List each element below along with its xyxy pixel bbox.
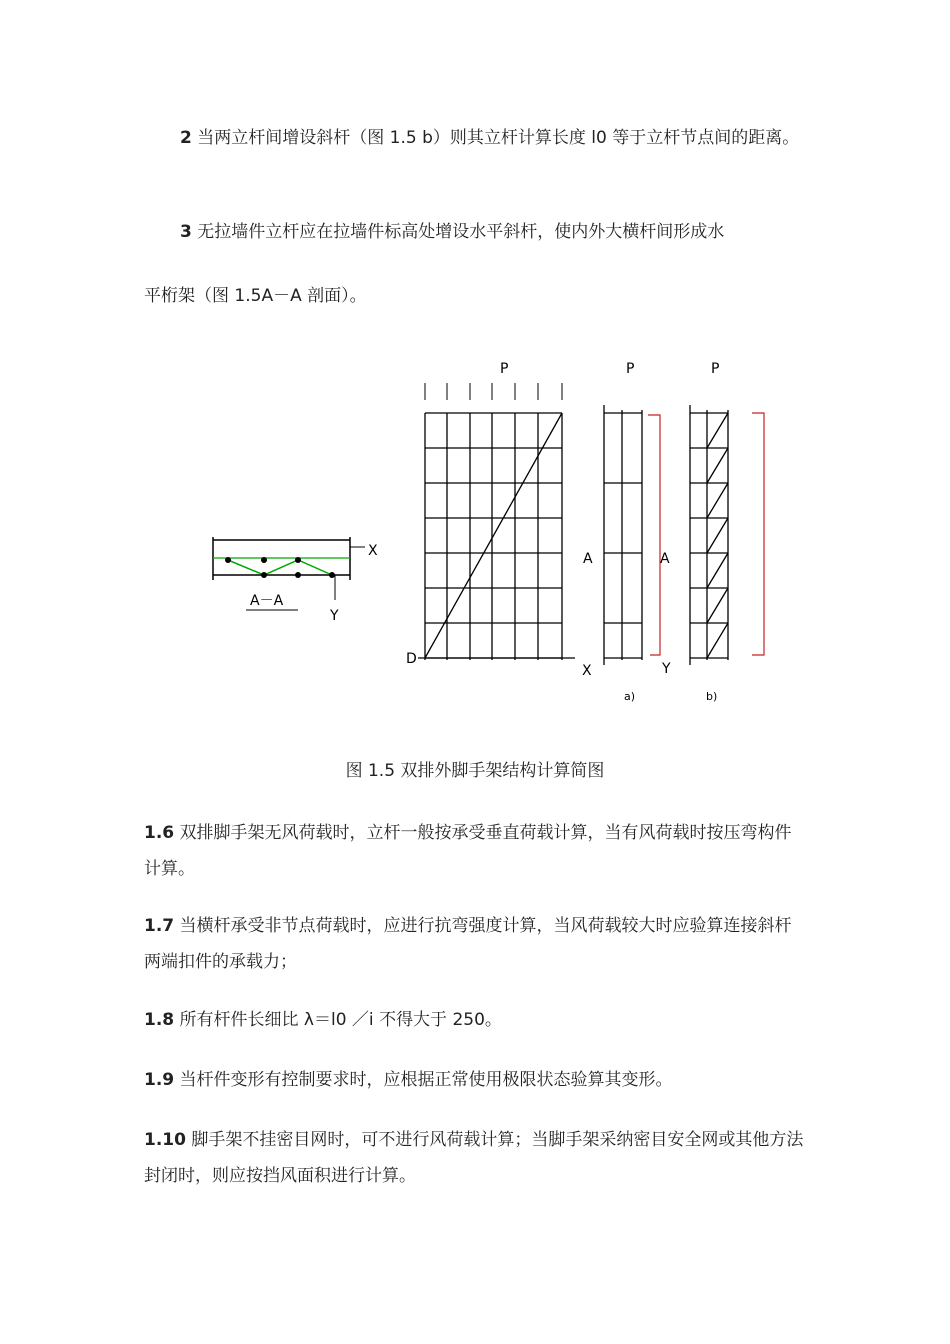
paragraph-number: 1.9 [144, 1070, 175, 1090]
section-title: A－A [250, 593, 284, 609]
x-axis-label: X [368, 543, 378, 559]
paragraph-text: 无拉墙件立杆应在拉墙件标高处增设水平斜杆，使内外大横杆间形成水 [191, 222, 725, 242]
paragraph-text: 双排脚手架无风荷载时，立杆一般按承受垂直荷载计算，当有风荷载时按压弯构件计算。 [144, 823, 792, 879]
paragraph-number: 1.6 [144, 823, 175, 843]
paragraph-number: 1.10 [144, 1130, 186, 1150]
support-label-d: D [406, 651, 417, 667]
paragraph-1-10 [144, 1122, 808, 1194]
paragraph-text: 脚手架不挂密目网时，可不进行风荷载计算；当脚手架采纳密目安全网或其他方法封闭时，则应按挡风面积进行计算。 [144, 1130, 804, 1186]
subfigure-b-label: b) [706, 690, 718, 703]
paragraph-number: 1.8 [144, 1010, 175, 1030]
section-mark-a: A [660, 551, 670, 567]
frame-a-diagram [604, 405, 642, 665]
scaffold-structure-figure [0, 355, 950, 715]
paragraph-3-continued [144, 278, 808, 314]
subfigure-a-label: a) [624, 690, 636, 703]
y-axis-label: Y [330, 608, 339, 624]
frame-b-diagram [690, 405, 728, 665]
load-label-p: P [626, 361, 635, 377]
section-a-a-diagram [213, 537, 378, 624]
paragraph-1-6 [144, 815, 808, 887]
load-label-p: P [711, 361, 720, 377]
paragraph-text: 当两立杆间增设斜杆（图 1.5 b）则其立杆计算长度 l0 等于立杆节点间的距离。 [191, 128, 800, 148]
y-axis-label: Y [662, 661, 671, 677]
section-mark-a: A [583, 551, 593, 567]
x-axis-label: X [582, 663, 592, 679]
paragraph-number: 2 [180, 128, 192, 148]
paragraph-1-7 [144, 908, 808, 980]
frame-b-deformation [752, 413, 764, 655]
paragraph-2 [144, 120, 808, 156]
paragraph-1-9 [144, 1062, 808, 1098]
paragraph-number: 3 [180, 222, 192, 242]
figure-caption: 图 1.5 双排外脚手架结构计算简图 [345, 761, 605, 781]
frame-a-deformation [648, 415, 660, 655]
paragraph-1-8 [144, 1002, 808, 1038]
paragraph-text: 当杆件变形有控制要求时，应根据正常使用极限状态验算其变形。 [174, 1070, 673, 1090]
paragraph-text: 平桁架（图 1.5A－A 剖面）。 [144, 286, 367, 306]
paragraph-3 [144, 214, 808, 250]
paragraph-text: 所有杆件长细比 λ＝l0 ／i 不得大于 250。 [174, 1010, 502, 1030]
paragraph-number: 1.7 [144, 916, 175, 936]
main-frame-diagram [418, 413, 575, 660]
main-frame-arrows [425, 383, 562, 400]
load-label-p: P [500, 361, 509, 377]
paragraph-text: 当横杆承受非节点荷载时，应进行抗弯强度计算，当风荷载较大时应验算连接斜杆两端扣件的承载力； [144, 916, 792, 972]
